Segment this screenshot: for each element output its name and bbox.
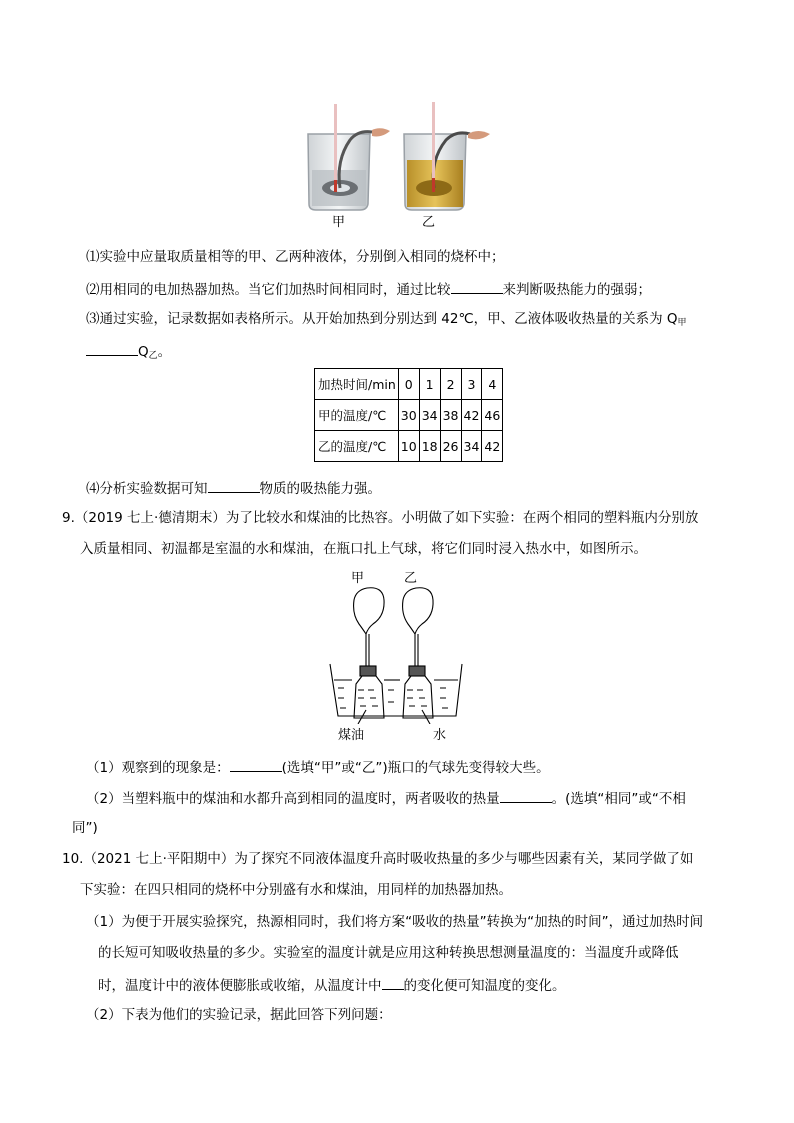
table-cell: 0 <box>398 369 419 400</box>
q9-sub2-cont: 同”) <box>72 820 98 836</box>
table-cell: 42 <box>461 400 482 431</box>
answer-blank[interactable] <box>86 341 138 356</box>
q9-sub1-text-b: (选填“甲”或“乙”)瓶口的气球先变得较大些。 <box>281 760 550 776</box>
answer-blank[interactable] <box>208 478 260 493</box>
q10-sub1-line1: （1）为便于开展实验探究，热源相同时，我们将方案“吸收的热量”转换为“加热的时间”，通过加热时间 <box>86 914 704 930</box>
table-cell: 4 <box>482 369 503 400</box>
q8-part4-text-a: ⑷分析实验数据可知 <box>86 481 208 497</box>
q9-stem-line1: 9.（2019 七上·德清期末）为了比较水和煤油的比热容。小明做了如下实验：在两个相同的塑料瓶内分别放 <box>62 510 699 526</box>
q8-part3-text-c: 。 <box>157 344 172 360</box>
beaker-label-right: 乙 <box>422 215 436 230</box>
table-cell: 46 <box>482 400 503 431</box>
q9-sub1-text-a: （1）观察到的现象是： <box>86 760 230 776</box>
table-cell: 1 <box>419 369 440 400</box>
table-cell: 38 <box>440 400 461 431</box>
table-header-label: 加热时间/min <box>315 369 399 400</box>
q10-stem-line2: 下实验：在四只相同的烧杯中分别盛有水和煤油，用同样的加热器加热。 <box>80 882 512 898</box>
q8-part3-sub2: 乙 <box>148 351 158 361</box>
temperature-table <box>314 368 503 462</box>
bottle-label-kerosene: 煤油 <box>338 728 365 743</box>
table-row <box>315 431 503 462</box>
answer-blank[interactable] <box>230 757 282 772</box>
table-cell: 10 <box>398 431 419 462</box>
table-cell: 34 <box>419 400 440 431</box>
q9-sub2-text-b: 。(选填“相同”或“不相 <box>551 791 686 807</box>
q10-sub1-line2: 的长短可知吸收热量的多少。实验室的温度计就是应用这种转换思想测量温度的：当温度升或降低 <box>98 945 679 961</box>
q8-part3 <box>86 310 687 332</box>
q10-sub1-text-b: 的变化便可知温度的变化。 <box>403 978 566 994</box>
q8-part3-sub1: 甲 <box>677 318 687 328</box>
q10-stem-line1: 10.（2021 七上·平阳期中）为了探究不同液体温度升高时吸收热量的多少与哪些因素有关，某同学做了如 <box>62 851 694 867</box>
q10-sub1-line3 <box>98 975 566 995</box>
q10-sub1-text-a: 时，温度计中的液体便膨胀或收缩，从温度计中 <box>98 978 382 994</box>
beakers-photo <box>300 100 500 235</box>
q8-part3-text-a: ⑶通过实验，记录数据如表格所示。从开始加热到分别达到 42℃，甲、乙液体吸收热量的关系为 Q <box>86 311 678 327</box>
table-cell: 26 <box>440 431 461 462</box>
table-cell: 42 <box>482 431 503 462</box>
bottle-label-left: 甲 <box>351 571 365 586</box>
answer-blank[interactable] <box>451 279 503 294</box>
table-cell: 18 <box>419 431 440 462</box>
table-row <box>315 400 503 431</box>
table-cell: 3 <box>461 369 482 400</box>
q9-sub2 <box>86 788 686 808</box>
bottle-label-water: 水 <box>433 728 447 743</box>
q10-sub2: （2）下表为他们的实验记录，据此回答下列问题： <box>86 1007 392 1023</box>
table-row <box>315 369 503 400</box>
table-row-label: 乙的温度/℃ <box>315 431 399 462</box>
table-row-label: 甲的温度/℃ <box>315 400 399 431</box>
bottle-label-right: 乙 <box>404 571 418 586</box>
table-cell: 2 <box>440 369 461 400</box>
bottles-diagram <box>326 584 466 724</box>
beaker-label-left: 甲 <box>332 215 346 230</box>
table-cell: 34 <box>461 431 482 462</box>
q8-part1: ⑴实验中应量取质量相等的甲、乙两种液体，分别倒入相同的烧杯中； <box>86 249 505 265</box>
q8-part2 <box>86 279 651 299</box>
answer-blank[interactable] <box>382 975 404 990</box>
q8-part4 <box>86 478 381 498</box>
q9-stem-line2: 入质量相同、初温都是室温的水和煤油，在瓶口扎上气球，将它们同时浸入热水中，如图所示。 <box>80 541 647 557</box>
q9-sub2-text-a: （2）当塑料瓶中的煤油和水都升高到相同的温度时，两者吸收的热量 <box>86 791 500 807</box>
answer-blank[interactable] <box>500 788 552 803</box>
table-cell: 30 <box>398 400 419 431</box>
q8-part2-text-b: 来判断吸热能力的强弱； <box>502 282 651 298</box>
q8-part2-text-a: ⑵用相同的电加热器加热。当它们加热时间相同时，通过比较 <box>86 282 451 298</box>
q9-sub1 <box>86 757 550 777</box>
q8-part4-text-b: 物质的吸热能力强。 <box>259 481 381 497</box>
q8-part3-text-b: Q <box>138 344 149 360</box>
q8-part3-cont <box>86 341 171 365</box>
